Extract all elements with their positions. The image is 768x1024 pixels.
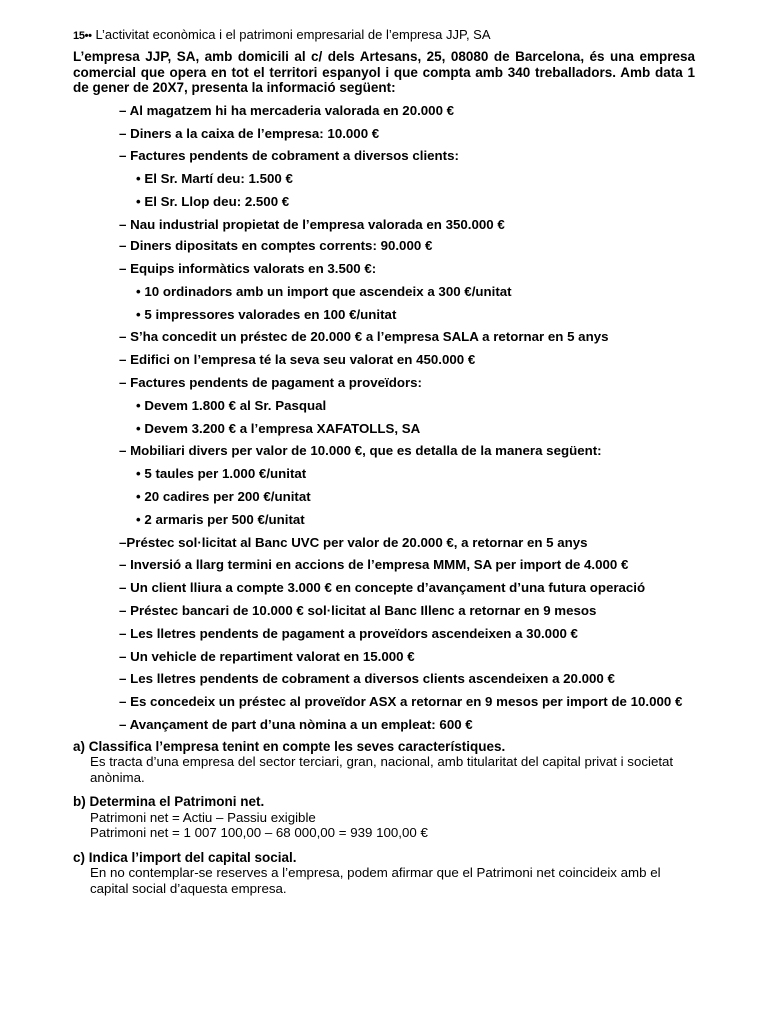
answer-b-line-1: Patrimoni net = Actiu – Passiu exigible [90,809,316,825]
sub-list-item: • 10 ordinadors amb un import que ascendeix a 300 €/unitat [136,283,512,299]
sub-list-item: • 5 impressores valorades en 100 €/unitat [136,306,397,322]
list-item: – Avançament de part d’una nòmina a un empleat: 600 € [119,717,473,733]
list-item: – Diners a la caixa de l’empresa: 10.000 € [119,125,380,141]
list-item: – Factures pendents de pagament a proveïdors: [119,375,422,391]
information-list [73,103,695,733]
sub-list-item: • 5 taules per 1.000 €/unitat [136,466,307,482]
sub-list-item: • Devem 1.800 € al Sr. Pasqual [136,397,327,413]
list-item: – Les lletres pendents de pagament a proveïdors ascendeixen a 30.000 € [119,625,578,641]
sub-list-item: • El Sr. Martí deu: 1.500 € [136,171,293,187]
list-item: – Edifici on l’empresa té la seva seu valorat en 450.000 € [119,352,476,368]
list-item: – Les lletres pendents de cobrament a diversos clients ascendeixen a 20.000 € [119,671,615,687]
exercise-heading [73,28,695,42]
answer-c: En no contemplar-se reserves a l’empresa, podem afirmar que el Patrimoni net coincideix amb el capital social d’aquesta empresa. [90,865,661,896]
exercise-title: L’activitat econòmica i el patrimoni empresarial de l’empresa JJP, SA [95,27,491,42]
intro-paragraph: L’empresa JJP, SA, amb domicili al c/ dels Artesans, 25, 08080 de Barcelona, és una empresa comercial que opera en tot el territori espanyol i que compta amb 340 treballadors. Amb data 1 de gener de 20X7, presenta la informació següent: [73,49,695,95]
list-item: – Equips informàtics valorats en 3.500 €: [119,261,377,277]
list-item: – Un vehicle de repartiment valorat en 15.000 € [119,648,415,664]
sub-list-item: • Devem 3.200 € a l’empresa XAFATOLLS, SA [136,420,421,436]
question-b: b) Determina el Patrimoni net. [73,794,265,810]
answer-a: Es tracta d’una empresa del sector terciari, gran, nacional, amb titularitat del capital privat i societat anònima. [90,754,674,785]
list-item: – Al magatzem hi ha mercaderia valorada en 20.000 € [119,102,455,118]
list-item: – Préstec bancari de 10.000 € sol·licitat al Banc Illenc a retornar en 9 mesos [119,603,597,619]
question-a: a) Classifica l’empresa tenint en compte les seves característiques. [73,738,506,754]
list-item: – Factures pendents de cobrament a diversos clients: [119,148,459,164]
exercise-number: 15•• [73,30,92,42]
list-item: – Es concedeix un préstec al proveïdor ASX a retornar en 9 mesos per import de 10.000 € [119,694,683,710]
list-item: – Nau industrial propietat de l’empresa valorada en 350.000 € [119,216,505,232]
list-item: – Inversió a llarg termini en accions de l’empresa MMM, SA per import de 4.000 € [119,557,629,573]
answer-b-line-2: Patrimoni net = 1 007 100,00 – 68 000,00 = 939 100,00 € [90,825,428,841]
list-item: – S’ha concedit un préstec de 20.000 € a l’empresa SALA a retornar en 5 anys [119,329,609,345]
list-item: – Diners dipositats en comptes corrents: 90.000 € [119,238,433,254]
sub-list-item: • El Sr. Llop deu: 2.500 € [136,193,290,209]
list-item: –Préstec sol·licitat al Banc UVC per valor de 20.000 €, a retornar en 5 anys [119,534,588,550]
list-item: – Un client lliura a compte 3.000 € en concepte d’avançament d’una futura operació [119,580,646,596]
list-item: – Mobiliari divers per valor de 10.000 €, que es detalla de la manera següent: [119,443,602,459]
question-c: c) Indica l’import del capital social. [73,849,297,865]
sub-list-item: • 2 armaris per 500 €/unitat [136,511,305,527]
document-page [73,28,695,896]
sub-list-item: • 20 cadires per 200 €/unitat [136,489,311,505]
